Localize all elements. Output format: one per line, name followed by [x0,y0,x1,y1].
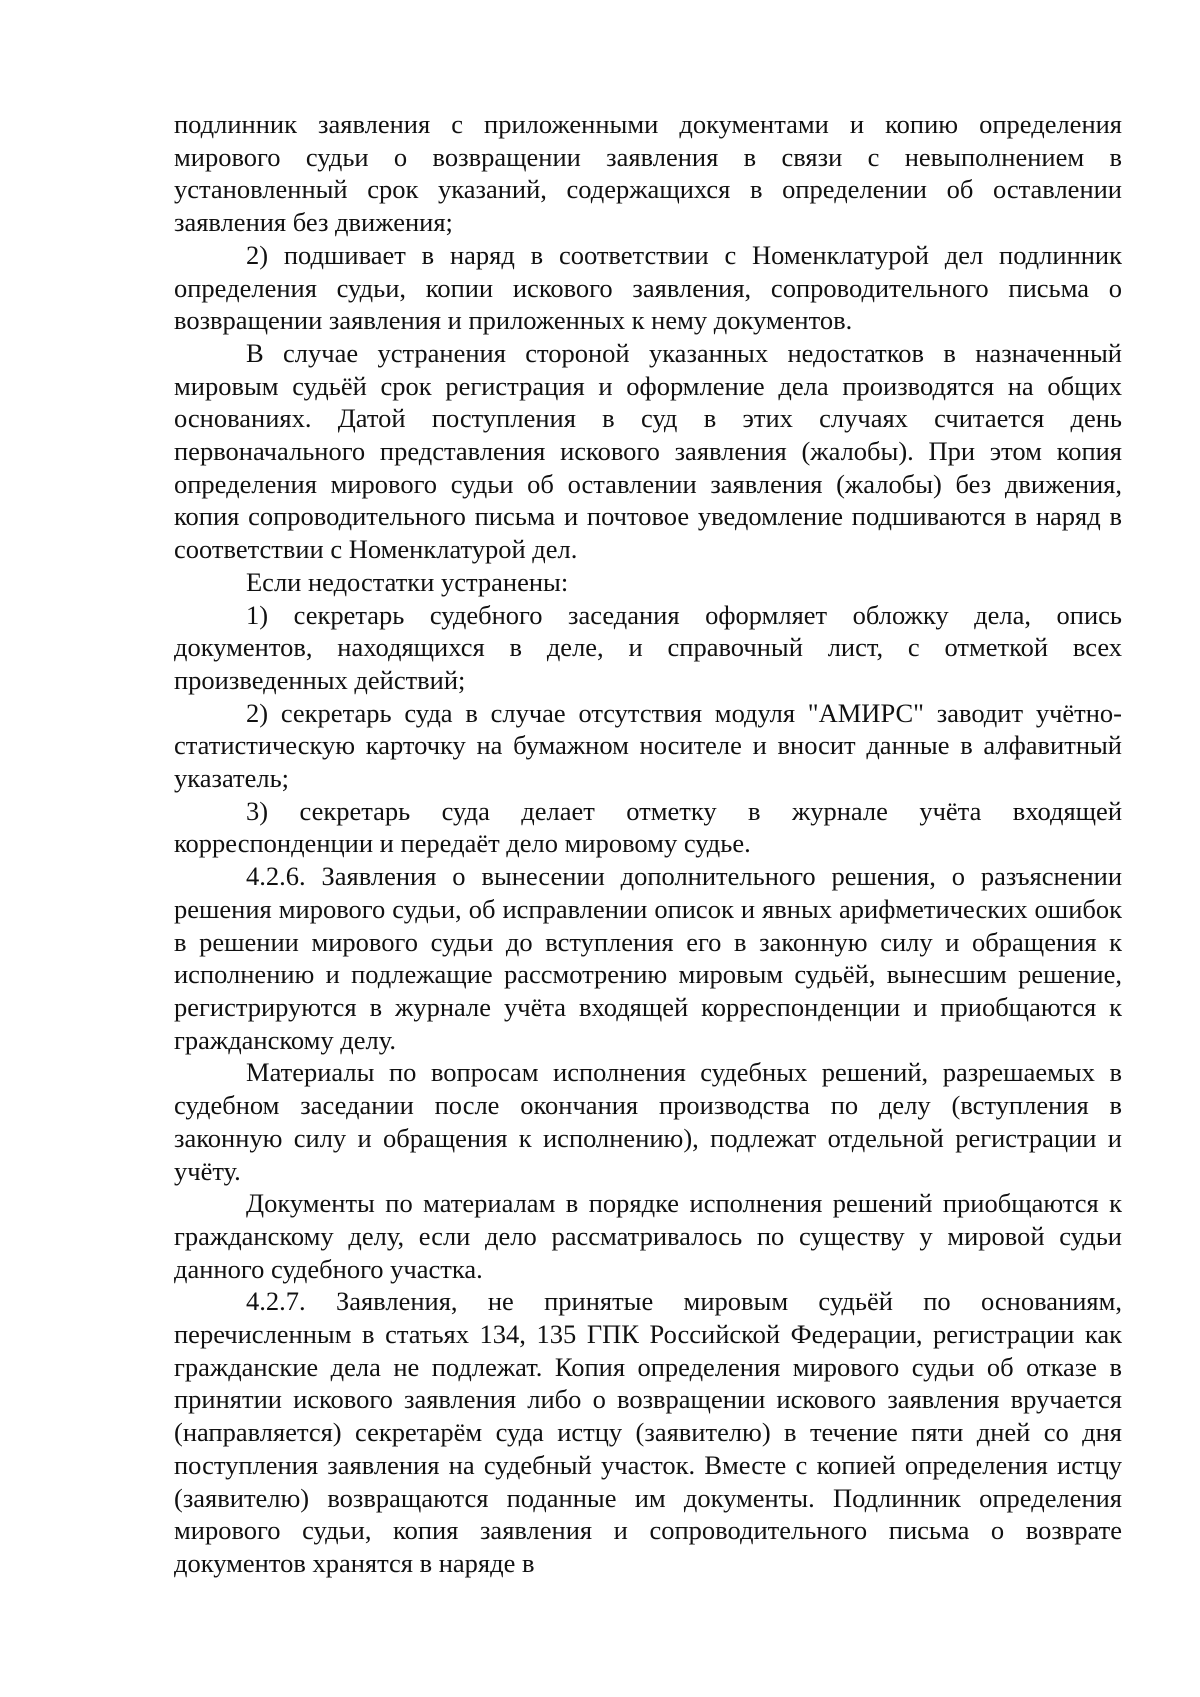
paragraph-4: Если недостатки устранены: [246,566,569,597]
paragraph-10: Документы по материалам в порядке исполнения решений приобщаются к гражданскому делу, если дело рассматривалось по существу у мировой судьи данного судебного участка. [174,1188,1122,1284]
paragraph-5: 1) секретарь судебного заседания оформляет обложку дела, опись документов, находящихся в деле, и справочный лист, с отметкой всех произведенных действий; [174,599,1122,695]
paragraph-8: 4.2.6. Заявления о вынесении дополнительного решения, о разъяснении решения мирового судьи, об исправлении описок и явных арифметических ошибок в решении мирового судьи до вступления его в законную силу и обращения к исполнению и подлежащие рассмотрению мировым судьёй, вынесшим решение, регистрируются в журнале учёта входящей корреспонденции и приобщаются к гражданскому делу. [174,861,1122,1055]
paragraph-6: 2) секретарь суда в случае отсутствия модуля "АМИРС" заводит учётно-статистическую карточку на бумажном носителе и вносит данные в алфавитный указатель; [174,697,1122,794]
paragraph-7: 3) секретарь суда делает отметку в журнале учёта входящей корреспонденции и передаёт дело мировому судье. [174,795,1122,859]
paragraph-3: В случае устранения стороной указанных недостатков в назначенный мировым судьёй срок регистрация и оформление дела производятся на общих основаниях. Датой поступления в суд в этих случаях считается день первоначального представления искового заявления (жалобы). При этом копия определения мирового судьи об оставлении заявления (жалобы) без движения, копия сопроводительного письма и почтовое уведомление подшиваются в наряд в соответствии с Номенклатурой дел. [174,337,1122,565]
document-page [174,108,1122,1580]
paragraph-1: подлинник заявления с приложенными документами и копию определения мирового судьи о возвращении заявления в связи с невыполнением в установленный срок указаний, содержащихся в определении об оставлении заявления без движения; [174,109,1122,238]
paragraph-2: 2) подшивает в наряд в соответствии с Номенклатурой дел подлинник определения судьи, копии искового заявления, сопроводительного письма о возвращении заявления и приложенных к нему документов. [174,239,1122,336]
paragraph-9: Материалы по вопросам исполнения судебных решений, разрешаемых в судебном заседании после окончания производства по делу (вступления в законную силу и обращения к исполнению), подлежат отдельной регистрации и учёту. [174,1057,1122,1186]
paragraph-11: 4.2.7. Заявления, не принятые мировым судьёй по основаниям, перечисленным в статьях 134, 135 ГПК Российской Федерации, регистрации как гражданские дела не подлежат. Копия определения мирового судьи об отказе в принятии искового заявления либо о возвращении искового заявления вручается (направляется) секретарём суда истцу (заявителю) в течение пяти дней со дня поступления заявления на судебный участок. Вместе с копией определения истцу (заявителю) возвращаются поданные им документы. Подлинник определения мирового судьи, копия заявления и сопроводительного письма о возврате документов хранятся в наряде в [174,1286,1122,1578]
